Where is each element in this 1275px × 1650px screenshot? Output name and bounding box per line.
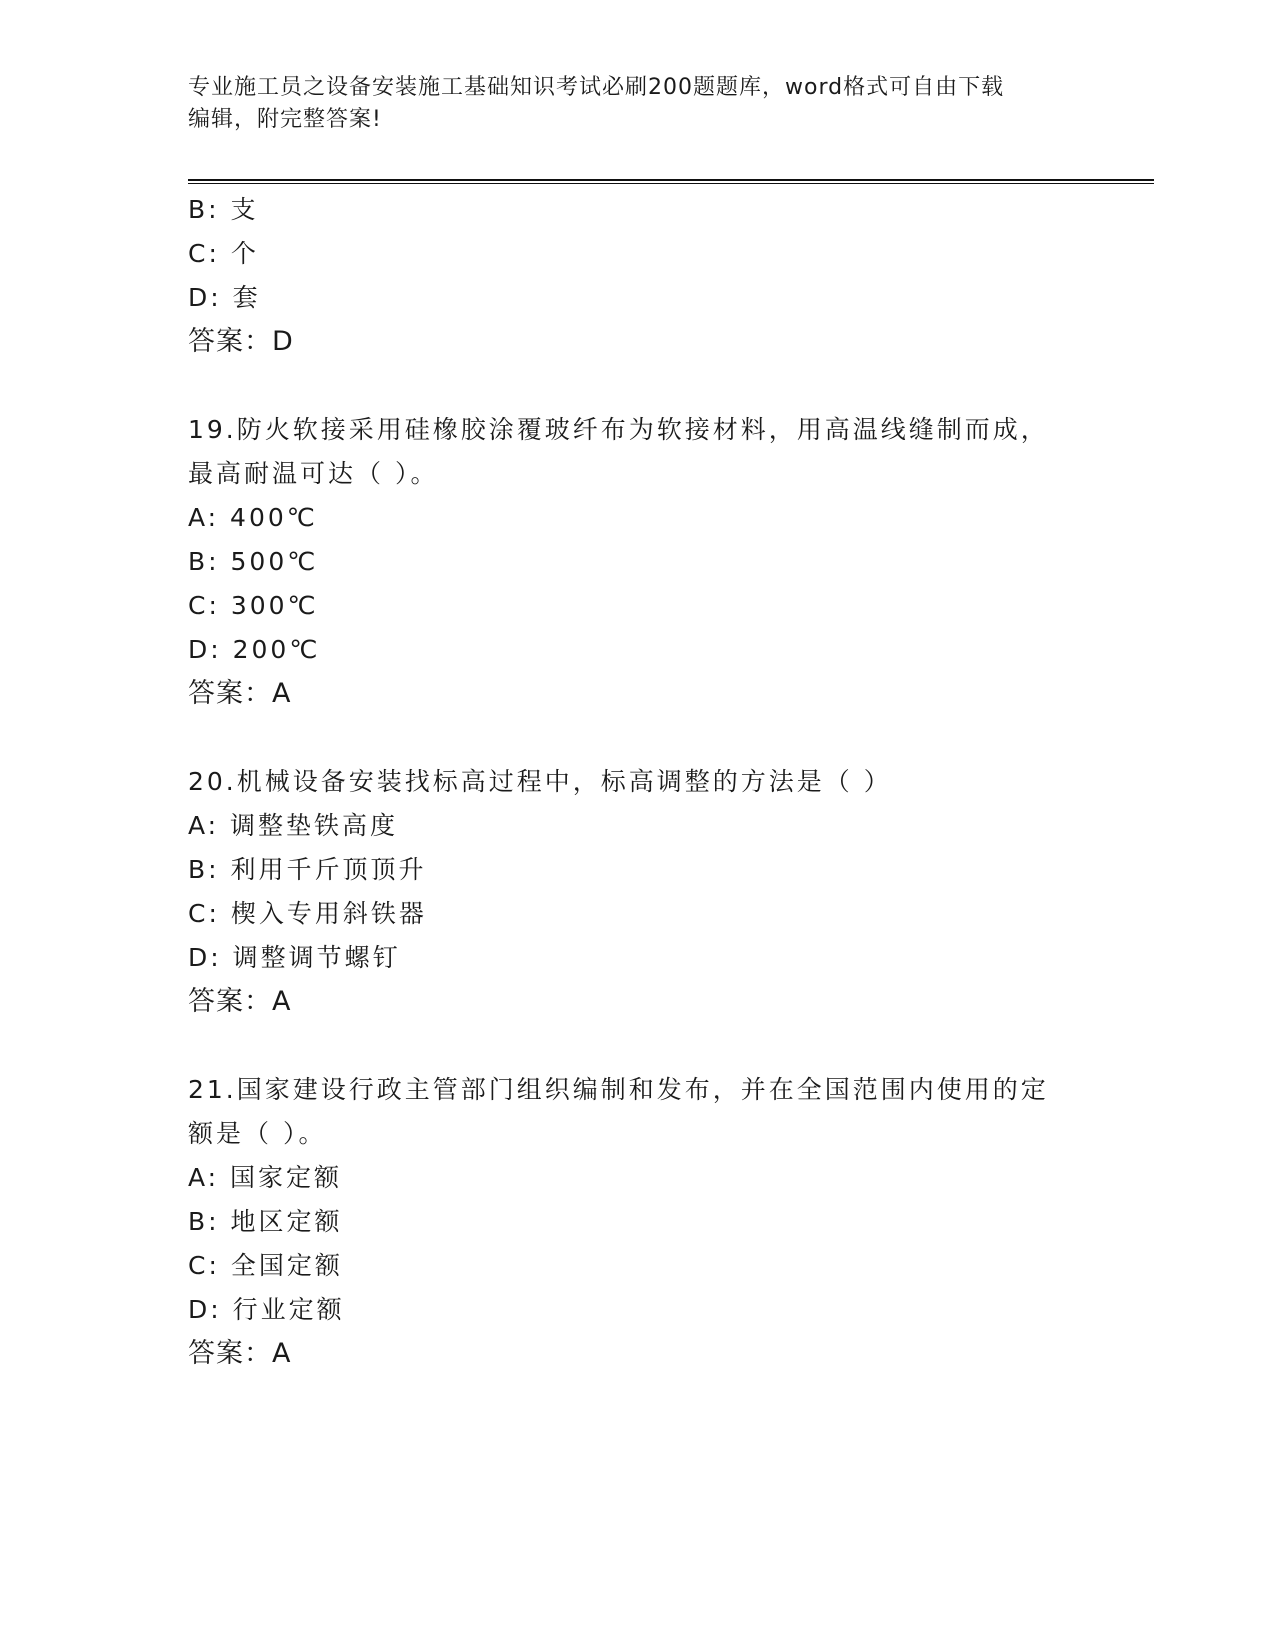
header-rule-thin	[188, 183, 1154, 184]
header-rule	[188, 179, 1154, 181]
question-19-stem: 19.防火软接采用硅橡胶涂覆玻纤布为软接材料，用高温线缝制而成，	[188, 415, 1049, 444]
q20-option-b: B: 利用千斤顶顶升	[188, 855, 427, 884]
q21-option-d: D: 行业定额	[188, 1295, 345, 1324]
document-header	[188, 72, 1068, 136]
q19-option-d: D: 200℃	[188, 635, 321, 664]
q21-option-b: B: 地区定额	[188, 1207, 343, 1236]
question-21-stem: 21.国家建设行政主管部门组织编制和发布，并在全国范围内使用的定	[188, 1075, 1049, 1104]
option-b: B: 支	[188, 195, 259, 224]
q19-option-b: B: 500℃	[188, 547, 319, 576]
question-21-stem-cont: 额是（ ）。	[188, 1119, 327, 1148]
q20-option-c: C: 楔入专用斜铁器	[188, 899, 427, 928]
q19-option-a: A: 400℃	[188, 503, 318, 532]
q20-answer: 答案：A	[188, 986, 292, 1017]
q20-option-a: A: 调整垫铁高度	[188, 811, 399, 840]
header-line-1: 专业施工员之设备安装施工基础知识考试必刷200题题库，word格式可自由下载	[188, 75, 1005, 100]
q21-option-a: A: 国家定额	[188, 1163, 343, 1192]
option-d: D: 套	[188, 283, 261, 312]
question-20-stem: 20.机械设备安装找标高过程中，标高调整的方法是（ ）	[188, 767, 892, 796]
answer-line: 答案：D	[188, 326, 294, 357]
q19-option-c: C: 300℃	[188, 591, 319, 620]
q19-answer: 答案：A	[188, 678, 292, 709]
q20-option-d: D: 调整调节螺钉	[188, 943, 401, 972]
q21-option-c: C: 全国定额	[188, 1251, 343, 1280]
q21-answer: 答案：A	[188, 1338, 292, 1369]
question-19-stem-cont: 最高耐温可达（ ）。	[188, 459, 439, 488]
option-c: C: 个	[188, 239, 259, 268]
header-line-2: 编辑，附完整答案!	[188, 107, 382, 132]
